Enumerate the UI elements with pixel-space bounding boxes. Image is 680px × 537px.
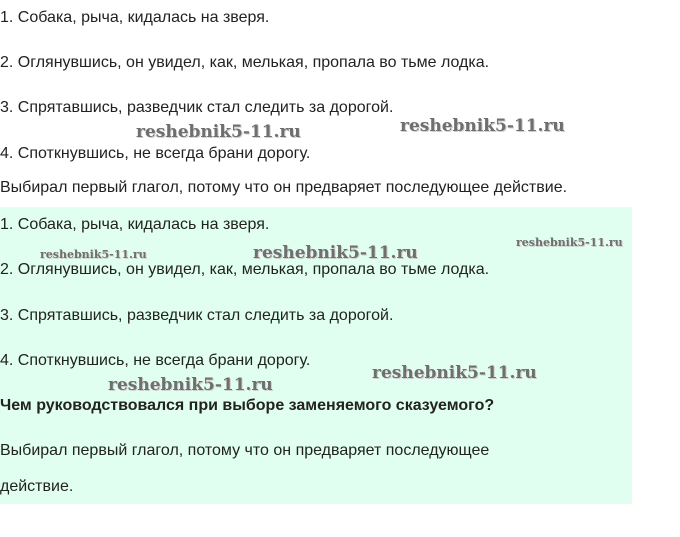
top-explanation: Выбирал первый глагол, потому что он предваряет последующее действие. xyxy=(0,179,568,196)
answer-question: Чем руководствовался при выборе заменяемого сказуемого? xyxy=(0,397,495,414)
answer-item-3: 3. Спрятавшись, разведчик стал следить за дорогой. xyxy=(0,307,394,324)
top-item-4: 4. Споткнувшись, не всегда брани дорогу. xyxy=(0,145,311,162)
answer-item-2: 2. Оглянувшись, он увидел, как, мелькая, пропала во тьме лодка. xyxy=(0,261,490,278)
watermark: reshebnik5-11.ru xyxy=(400,116,565,136)
watermark: reshebnik5-11.ru xyxy=(40,248,147,261)
watermark: reshebnik5-11.ru xyxy=(136,122,301,142)
watermark: reshebnik5-11.ru xyxy=(253,243,418,263)
top-item-3: 3. Спрятавшись, разведчик стал следить за дорогой. xyxy=(0,99,394,116)
top-item-1: 1. Собака, рыча, кидалась на зверя. xyxy=(0,9,270,26)
answer-item-1: 1. Собака, рыча, кидалась на зверя. xyxy=(0,216,270,233)
watermark: reshebnik5-11.ru xyxy=(516,236,623,249)
answer-item-4: 4. Споткнувшись, не всегда брани дорогу. xyxy=(0,352,311,369)
watermark: reshebnik5-11.ru xyxy=(372,363,537,383)
answer-line-2: действие. xyxy=(0,478,74,495)
answer-line-1: Выбирал первый глагол, потому что он предваряет последующее xyxy=(0,442,490,459)
watermark: reshebnik5-11.ru xyxy=(108,375,273,395)
top-item-2: 2. Оглянувшись, он увидел, как, мелькая, пропала во тьме лодка. xyxy=(0,54,490,71)
